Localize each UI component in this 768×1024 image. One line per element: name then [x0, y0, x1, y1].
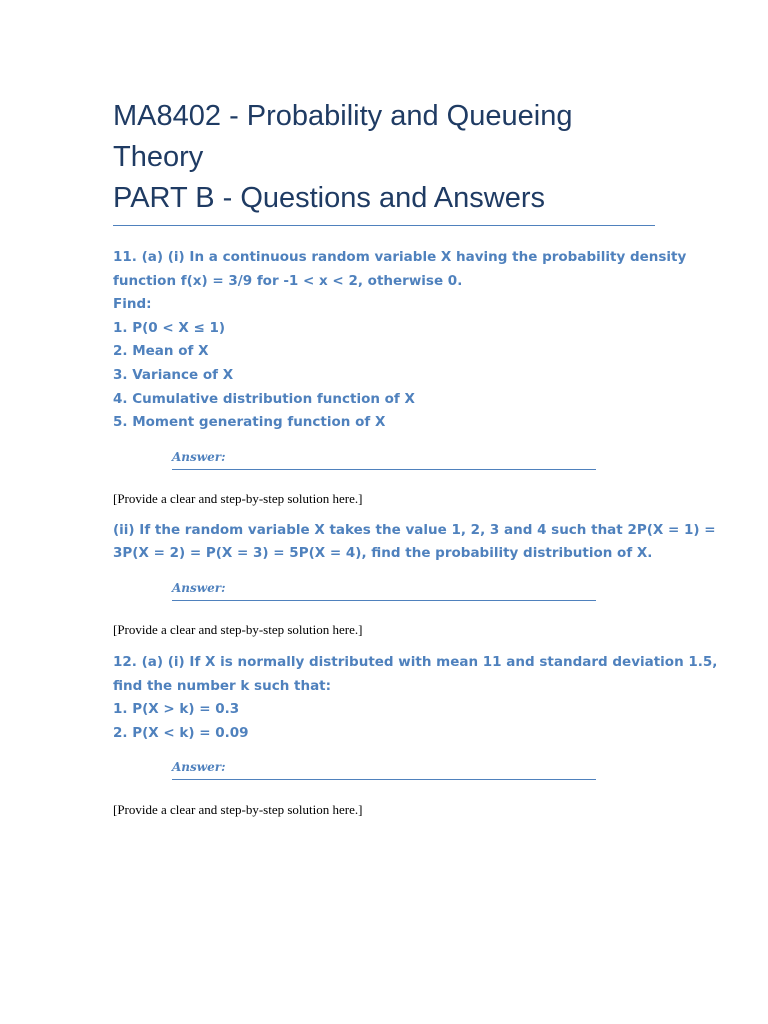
answer-label: Answer: — [172, 580, 226, 595]
solution-placeholder: [Provide a clear and step-by-step solution here.] — [113, 802, 363, 818]
question-line: 3. Variance of X — [113, 366, 234, 383]
answer-label: Answer: — [172, 449, 226, 464]
question-line: 4. Cumulative distribution function of X — [113, 390, 415, 407]
answer-heading — [172, 448, 596, 470]
title-divider — [113, 225, 655, 226]
question-line: 5. Moment generating function of X — [113, 414, 386, 431]
title-line-3: PART B - Questions and Answers — [113, 182, 545, 214]
solution-placeholder: [Provide a clear and step-by-step solution here.] — [113, 621, 363, 637]
title-line-1: MA8402 - Probability and Queueing — [113, 100, 573, 132]
answer-heading — [172, 758, 596, 780]
question-12a-i — [113, 651, 718, 745]
question-line: 3P(X = 2) = P(X = 3) = 5P(X = 4), find the probability distribution of X. — [113, 545, 653, 562]
question-line: 1. P(0 < X ≤ 1) — [113, 319, 226, 336]
question-line: (ii) If the random variable X takes the value 1, 2, 3 and 4 such that 2P(X = 1) = — [113, 521, 716, 538]
question-line: 2. Mean of X — [113, 343, 209, 360]
document-title — [113, 96, 655, 219]
question-11a-ii — [113, 519, 716, 566]
question-line: function f(x) = 3/9 for -1 < x < 2, otherwise 0. — [113, 272, 463, 289]
answer-label: Answer: — [172, 760, 226, 775]
question-line: 2. P(X < k) = 0.09 — [113, 724, 249, 741]
question-line: 12. (a) (i) If X is normally distributed with mean 11 and standard deviation 1.5, — [113, 653, 718, 670]
question-11a-i — [113, 246, 687, 435]
question-line: 1. P(X > k) = 0.3 — [113, 701, 240, 718]
question-line: find the number k such that: — [113, 677, 332, 694]
answer-heading — [172, 579, 596, 601]
solution-placeholder: [Provide a clear and step-by-step solution here.] — [113, 490, 363, 506]
question-line: 11. (a) (i) In a continuous random variable X having the probability density — [113, 249, 687, 265]
question-line: Find: — [113, 296, 152, 313]
document-page — [113, 96, 718, 818]
title-line-2: Theory — [113, 141, 204, 173]
